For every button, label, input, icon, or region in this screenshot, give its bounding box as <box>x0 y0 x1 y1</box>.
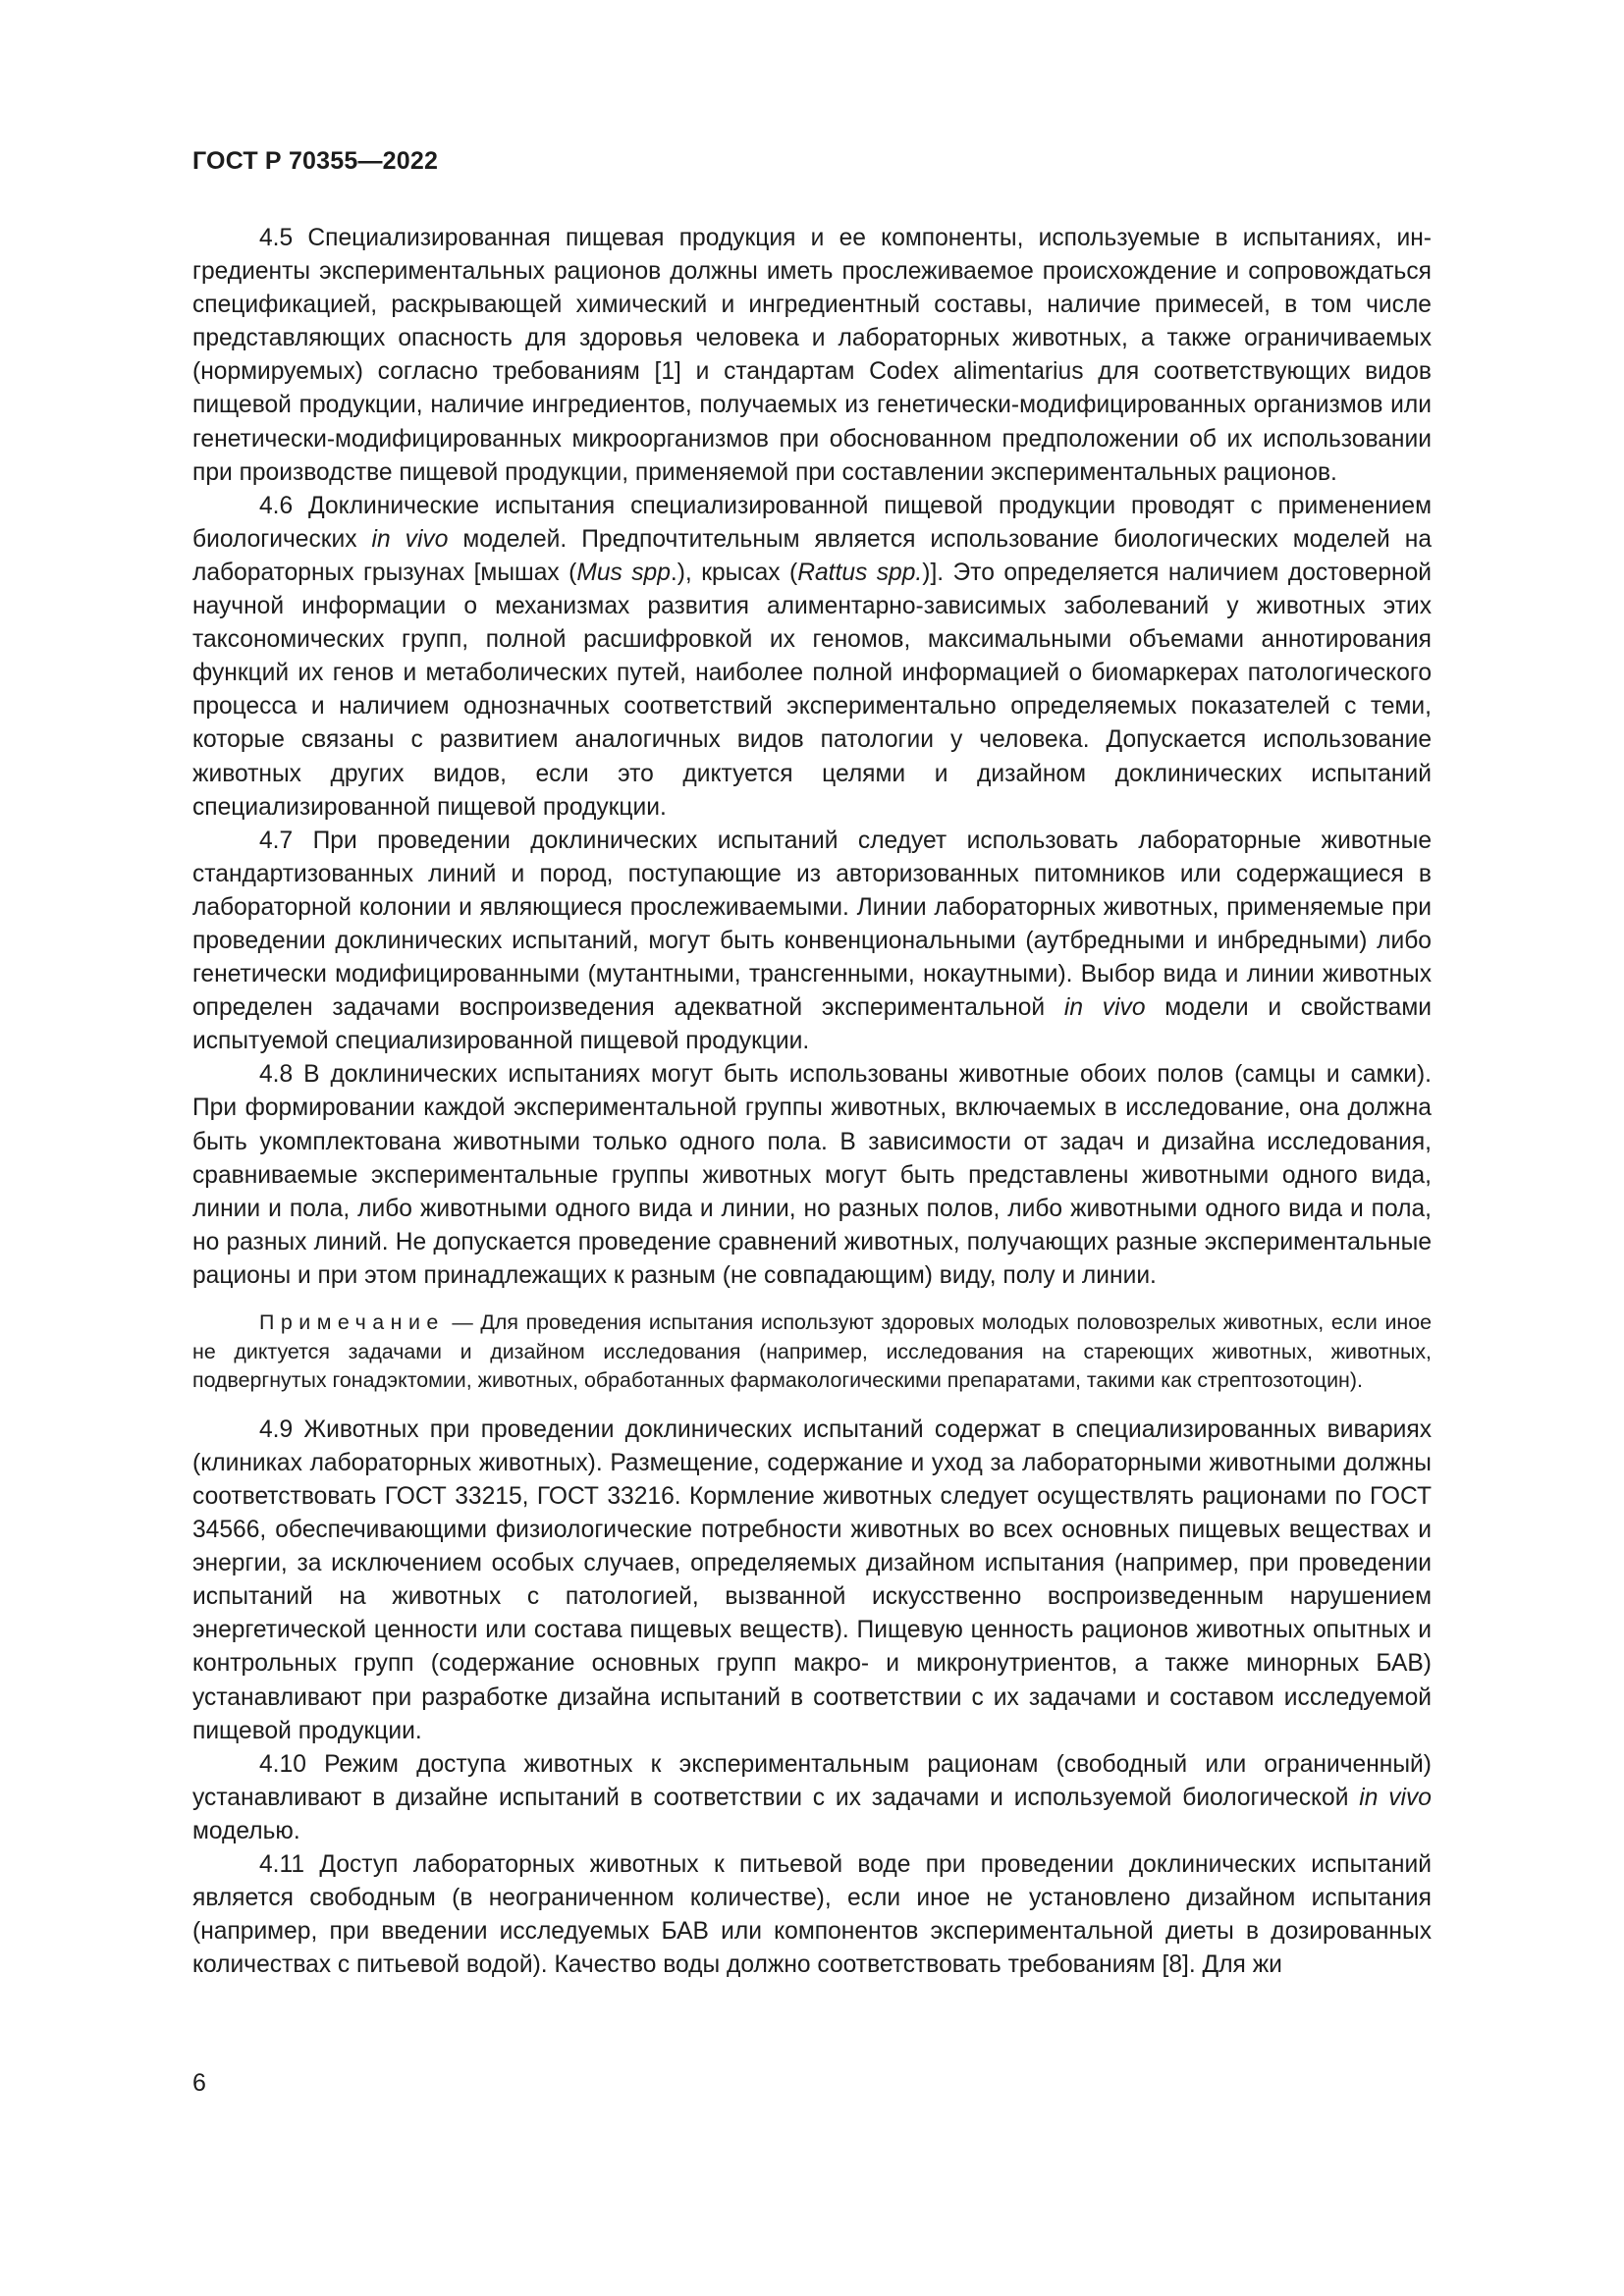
italic-term: in vivo <box>371 525 449 553</box>
italic-term: Mus spp <box>576 559 671 586</box>
paragraph-4-5: 4.5 Специализированная пищевая продукция и ее компоненты, используемые в испытаниях, ингредиенты экспериментальных рационов должны иметь прослеживаемое происхождение и сопровождаться спецификацией, раскрывающей химический и ингредиентный составы, наличие примесей, в том числе представляющих опасность для здоровья человека и лабораторных животных, а также ограничиваемых (нормируемых) согласно требованиям [1] и стандартам Codex alimentarius для соответствующих видов пищевой продукции, наличие ингредиентов, получаемых из генетически-модифицированных организмов или генетически-модифицированных микроорганизмов при обоснованном предположении об их использовании при производстве пищевой продукции, применяемой при составлении экспериментальных рационов. <box>192 225 1432 486</box>
note-text: — Для проведения испытания используют здоровых молодых половозрелых животных, если иное не диктуется задачами и дизайном исследования (например, исследования на стареющих животных, животных, подвергнутых гонадэктомии, животных, обработанных фармакологическими препаратами, такими как стрептозотоцин). <box>192 1310 1432 1393</box>
paragraph-text: 4.7 При проведении доклинических испытаний следует использовать лабораторные животные стандартизованных линий и пород, поступающие из авторизованных питомников или содержащиеся в лабораторной колонии и являющиеся прослеживаемыми. Линии лабораторных животных, применяемые при проведении доклинических испытаний, могут быть конвенциональными (аутбредными и инбредными) либо генетически модифицированными (мутантными, трансгенными, нокаутными). Выбор вида и линии животных определен задачами воспроизведения адекватной экспериментальной <box>192 827 1432 1022</box>
italic-term: Rattus spp. <box>797 559 923 586</box>
note-label: Примечание <box>259 1310 445 1334</box>
document-header: ГОСТ Р 70355—2022 <box>192 147 439 175</box>
italic-term: in vivo <box>1063 994 1146 1022</box>
italic-term: in vivo <box>1359 1784 1432 1811</box>
paragraph-4-7 <box>192 825 1432 1059</box>
paragraph-text: 4.6 Доклинические испытания специализированной пищевой продукции проводят с применением биологических <box>192 492 1432 553</box>
document-body <box>192 222 1432 1982</box>
note-block <box>192 1308 1432 1396</box>
paragraph-4-8: 4.8 В доклинических испытаниях могут быть использованы животные обоих полов (самцы и самки). При формировании каждой экспериментальной группы животных, включаемых в исследование, она должна быть укомплектована животными только одного пола. В зависимости от задач и дизайна исследования, сравниваемые экспериментальные группы животных могут быть представлены животными одного вида, линии и пола, либо животными одного вида и линии, но разных полов, либо животными одного вида и пола, но разных линий. Не допускается проведение сравнений животных, получающих разные экспериментальные рационы и при этом принадлежащих к разным (не совпадающим) виду, полу и линии. <box>192 1061 1432 1289</box>
paragraph-4-6 <box>192 490 1432 825</box>
page-number: 6 <box>192 2069 206 2097</box>
paragraph-4-11: 4.11 Доступ лабораторных животных к питьевой воде при проведении доклинических испытаний является свободным (в неограниченном количестве), если иное не установлено дизайном испытания (например, при введении исследуемых БАВ или компонентов экспериментальной диеты в дозированных количествах с питьевой водой). Качество воды должно соответствовать требованиям [8]. Для жи <box>192 1851 1432 1979</box>
paragraph-4-9: 4.9 Животных при проведении доклинических испытаний содержат в специализированных вивариях (клиниках лабораторных животных). Размещение, содержание и уход за лабораторными животными должны соответствовать ГОСТ 33215, ГОСТ 33216. Кормление животных следует осуществлять рационами по ГОСТ 34566, обеспечивающими физиологические потребности животных во всех основных пищевых веществах и энергии, за исключением особых случаев, определяемых дизайном испытания (например, при проведении испытаний на животных с патологией, вызванной искусственно воспроизведенным нарушением энергетической ценности или состава пищевых веществ). Пищевую ценность рационов животных опытных и контрольных групп (содержание основных групп макро- и микронутриентов, а также минорных БАВ) устанавливают при разработке дизайна испытаний в соответствии с их задачами и составом исследуемой пищевой продукции. <box>192 1415 1432 1744</box>
paragraph-4-10 <box>192 1748 1432 1848</box>
paragraph-text: модели и свойствами испытуемой специализированной пищевой продукции. <box>192 994 1432 1055</box>
paragraph-text: моделей. Предпочтительным является использование биологических моделей на лабораторных грызунах [мышах ( <box>192 525 1432 586</box>
paragraph-text: .), крысах ( <box>670 559 798 586</box>
paragraph-text: моделью. <box>192 1817 300 1844</box>
paragraph-text: 4.10 Режим доступа животных к экспериментальным рационам (свободный или ограниченный) устанавливают в дизайне испытаний в соответствии с их задачами и используемой биологической <box>192 1750 1432 1811</box>
paragraph-text: )]. Это определяется наличием достоверной научной информации о механизмах развития алиментарно-зависимых заболеваний у животных этих таксономических групп, полной расшифровкой их геномов, максимальными объемами аннотирования функций их генов и метаболических путей, наиболее полной информацией о биомаркерах патологического процесса и наличием однозначных соответствий экспериментально определяемых показателей с теми, которые связаны с развитием аналогичных видов патологии у человека. Допускается использование животных других видов, если это диктуется целями и дизайном доклинических испытаний специализированной пищевой продукции. <box>192 559 1432 821</box>
